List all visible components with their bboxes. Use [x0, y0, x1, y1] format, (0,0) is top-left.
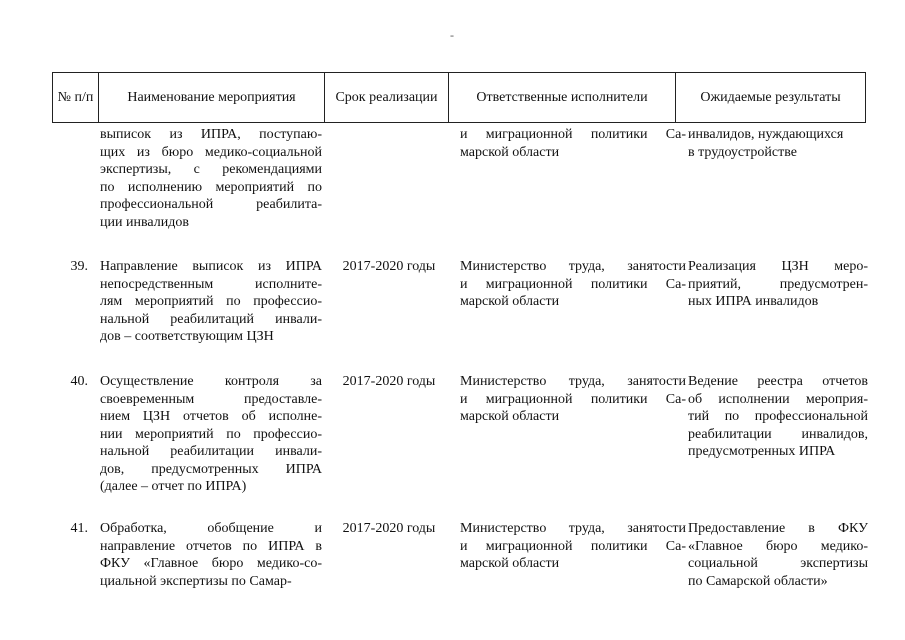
result-line: в трудоустройстве [688, 144, 797, 160]
name-line: направление отчетов по ИПРА в [100, 538, 322, 554]
name-line: нием ЦЗН отчетов об исполне- [100, 409, 322, 424]
result-line: об исполнении мероприя- [688, 391, 868, 407]
name-line: выписок из ИПРА, поступаю- [100, 127, 322, 142]
header-num: № п/п [53, 73, 99, 123]
header-exec: Ответственные исполнители [449, 73, 676, 123]
header-term: Срок реализации [325, 73, 449, 123]
name-line: лям мероприятий по профессио- [100, 294, 322, 309]
exec-line: и миграционной политики Са- [460, 538, 686, 554]
name-line: экспертизы, с рекомендациями [100, 162, 322, 177]
name-line: дов – соответствующим ЦЗН [100, 329, 274, 344]
name-line: дов, предусмотренных ИПРА [100, 461, 322, 477]
exec-line: и миграционной политики Са- [460, 391, 686, 407]
row-number: 40. [70, 374, 88, 389]
name-line: нальной реабилитаций инвали- [100, 311, 322, 327]
name-line: ции инвалидов [100, 214, 189, 230]
expected-results [688, 126, 868, 161]
event-name [100, 258, 322, 346]
result-line: предусмотренных ИПРА [688, 444, 836, 459]
implementation-term: 2017-2020 годы [342, 259, 436, 274]
row-number: 41. [70, 521, 88, 536]
exec-line: Министерство труда, занятости [460, 374, 686, 389]
header-row [53, 73, 866, 123]
result-line: Ведение реестра отчетов [688, 374, 868, 389]
exec-line: марской области [460, 556, 560, 571]
exec-line: и миграционной политики Са- [460, 276, 686, 292]
event-name [100, 520, 322, 590]
exec-line: и миграционной политики Са- [460, 127, 686, 142]
name-line: Осуществление контроля за [100, 374, 322, 389]
expected-results [688, 373, 868, 461]
name-line: циальной экспертизы по Самар- [100, 573, 292, 589]
responsible-executors [460, 126, 686, 161]
result-line: «Главное бюро медико- [688, 538, 868, 554]
implementation-term: 2017-2020 годы [342, 374, 436, 389]
exec-line: марской области [460, 409, 560, 424]
page-mark: - [450, 28, 454, 42]
name-line: Обработка, обобщение и [100, 521, 322, 536]
name-line: непосредственным исполните- [100, 276, 322, 292]
implementation-term: 2017-2020 годы [342, 521, 436, 536]
result-line: Предоставление в ФКУ [688, 521, 868, 536]
exec-line: марской области [460, 294, 560, 309]
name-line: по исполнению мероприятий по [100, 179, 322, 195]
responsible-executors [460, 373, 686, 426]
row-number: 39. [70, 259, 88, 274]
result-line: приятий, предусмотрен- [688, 276, 868, 292]
header-result: Ожидаемые результаты [676, 73, 866, 123]
name-line: нии мероприятий по профессио- [100, 426, 322, 442]
responsible-executors [460, 258, 686, 311]
name-line: (далее – отчет по ИПРА) [100, 479, 247, 494]
result-line: по Самарской области» [688, 573, 828, 589]
name-line: своевременным предоставле- [100, 391, 322, 407]
expected-results [688, 520, 868, 590]
result-line: тий по профессиональной [688, 409, 868, 424]
event-name [100, 126, 322, 231]
exec-line: Министерство труда, занятости [460, 521, 686, 536]
expected-results [688, 258, 868, 311]
name-line: Направление выписок из ИПРА [100, 259, 322, 274]
header-name: Наименование мероприятия [99, 73, 325, 123]
result-line: Реализация ЦЗН меро- [688, 259, 868, 274]
responsible-executors [460, 520, 686, 573]
event-name [100, 373, 322, 496]
name-line: нальной реабилитации инвали- [100, 444, 322, 459]
result-line: ных ИПРА инвалидов [688, 294, 819, 309]
exec-line: Министерство труда, занятости [460, 259, 686, 274]
exec-line: марской области [460, 144, 560, 160]
table-header [52, 72, 866, 123]
result-line: реабилитации инвалидов, [688, 426, 868, 442]
name-line: профессиональной реабилита- [100, 197, 322, 212]
result-line: инвалидов, нуждающихся [688, 127, 844, 142]
name-line: щих из бюро медико-социальной [100, 144, 322, 160]
name-line: ФКУ «Главное бюро медико-со- [100, 556, 322, 571]
result-line: социальной экспертизы [688, 556, 868, 571]
